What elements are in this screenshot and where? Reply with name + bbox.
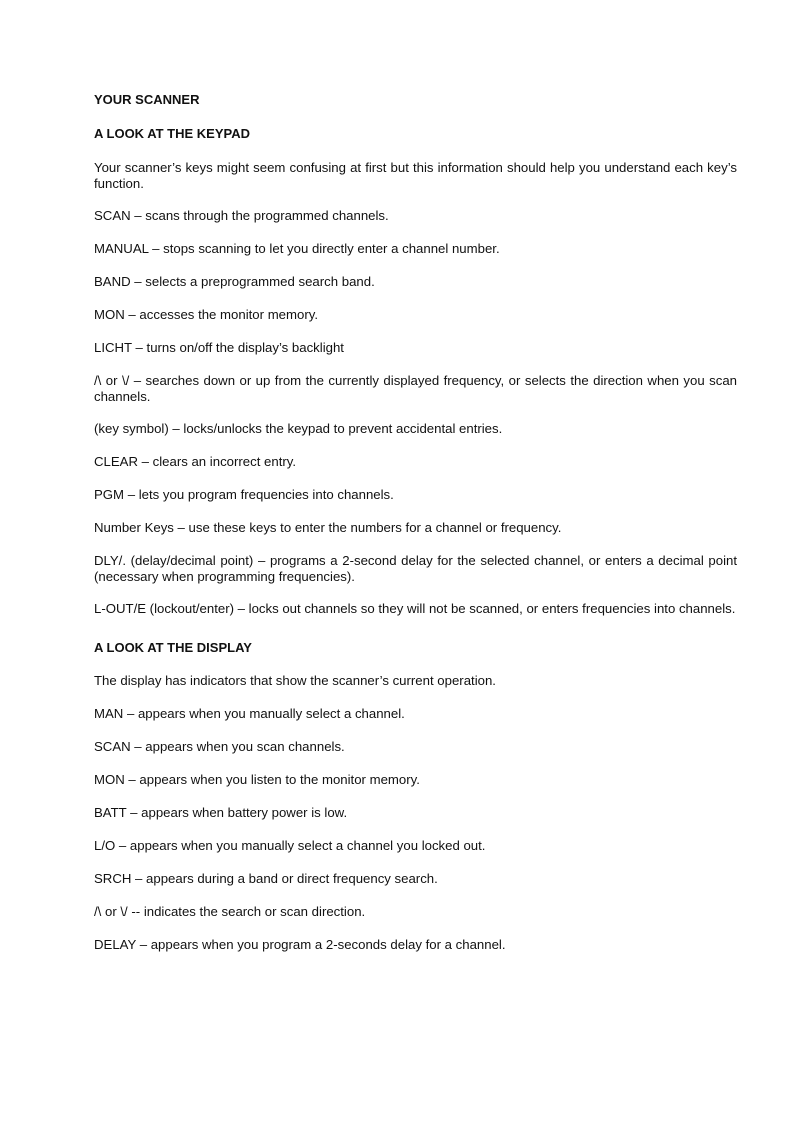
keypad-item-delay: DLY/. (delay/decimal point) – programs a 2-second delay for the selected channel, or enters a decimal point (necessary when programming frequencies). [94, 553, 737, 584]
keypad-item-light: LICHT – turns on/off the display’s backlight [94, 340, 344, 355]
display-item-lo: L/O – appears when you manually select a channel you locked out. [94, 838, 486, 853]
keypad-item-band: BAND – selects a preprogrammed search band. [94, 274, 375, 289]
keypad-item-scan: SCAN – scans through the programmed channels. [94, 208, 389, 223]
display-item-arrows: /\ or \/ -- indicates the search or scan direction. [94, 904, 366, 919]
keypad-item-mon: MON – accesses the monitor memory. [94, 307, 319, 322]
keypad-intro: Your scanner’s keys might seem confusing at first but this information should help you understand each key’s function. [94, 160, 737, 191]
keypad-item-arrows: /\ or \/ – searches down or up from the currently displayed frequency, or selects the direction when you scan channels. [94, 373, 737, 404]
document-title: YOUR SCANNER [94, 92, 200, 107]
display-item-mon: MON – appears when you listen to the monitor memory. [94, 772, 420, 787]
display-item-srch: SRCH – appears during a band or direct frequency search. [94, 871, 438, 886]
display-item-scan: SCAN – appears when you scan channels. [94, 739, 345, 754]
display-item-delay: DELAY – appears when you program a 2-seconds delay for a channel. [94, 937, 506, 952]
keypad-item-key-symbol: (key symbol) – locks/unlocks the keypad to prevent accidental entries. [94, 421, 503, 436]
keypad-heading: A LOOK AT THE KEYPAD [94, 126, 250, 141]
keypad-item-clear: CLEAR – clears an incorrect entry. [94, 454, 297, 469]
document-page [94, 92, 737, 970]
keypad-item-pgm: PGM – lets you program frequencies into channels. [94, 487, 394, 502]
display-item-batt: BATT – appears when battery power is low. [94, 805, 348, 820]
keypad-item-manual: MANUAL – stops scanning to let you directly enter a channel number. [94, 241, 500, 256]
display-heading: A LOOK AT THE DISPLAY [94, 640, 252, 655]
keypad-item-number-keys: Number Keys – use these keys to enter the numbers for a channel or frequency. [94, 520, 562, 535]
display-item-man: MAN – appears when you manually select a channel. [94, 706, 405, 721]
display-intro: The display has indicators that show the scanner’s current operation. [94, 673, 496, 688]
keypad-item-lockout: L-OUT/E (lockout/enter) – locks out channels so they will not be scanned, or enters frequencies into channels. [94, 601, 736, 616]
